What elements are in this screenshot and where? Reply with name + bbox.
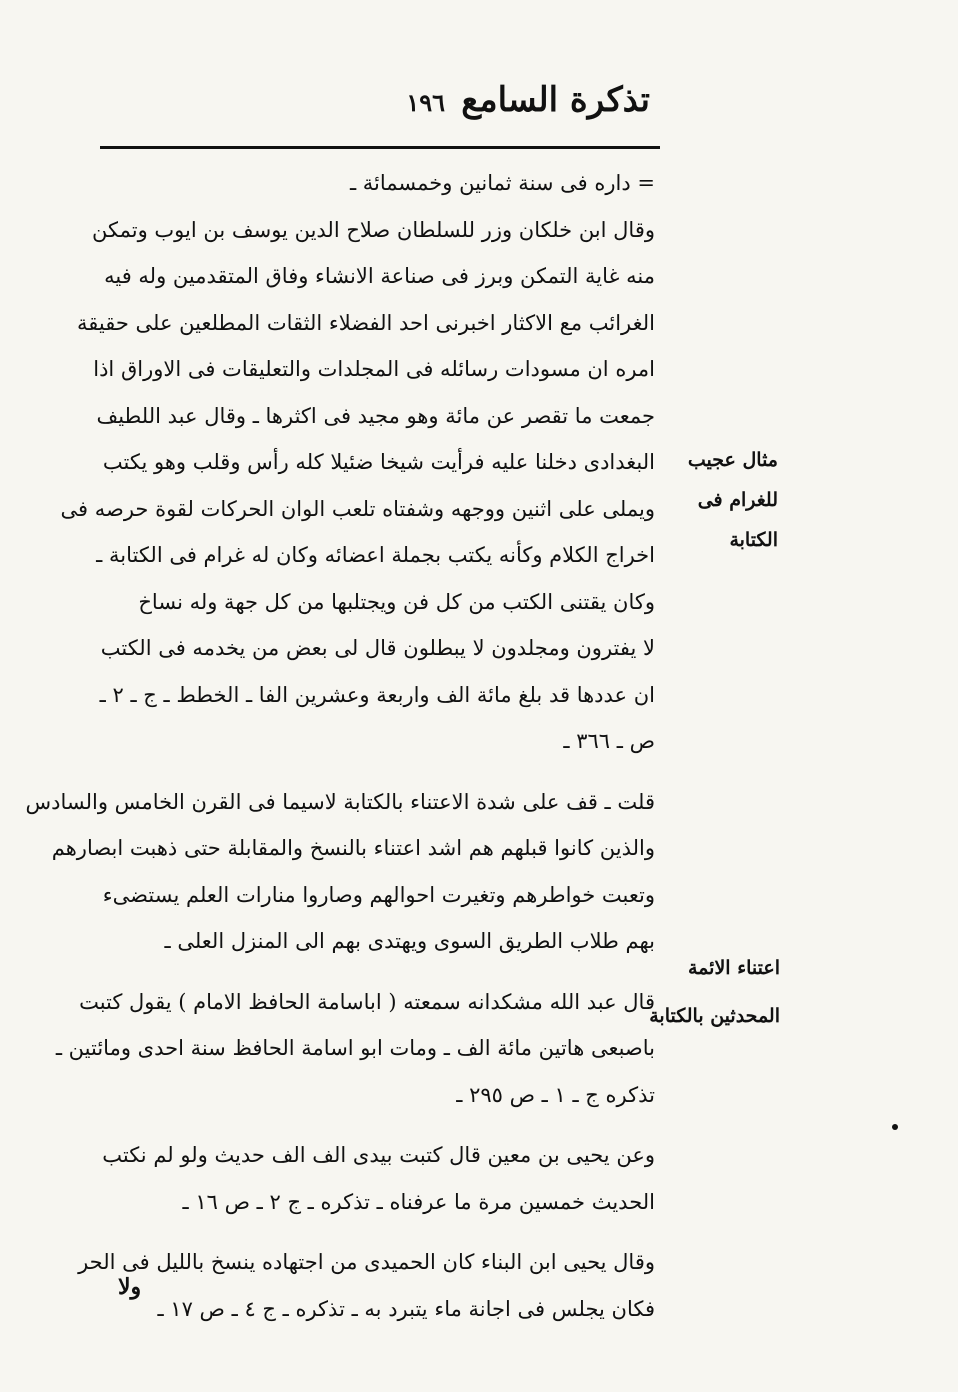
text-line: لا يفترون ومجلدون لا يبطلون قال لى بعض من يخدمه فى الكتب (100, 636, 655, 660)
header-rule (100, 146, 660, 149)
catchword: ولا (118, 1274, 142, 1300)
text-line: وتعبت خواطرهم وتغيرت احوالهم وصاروا منارات العلم يستضىء (102, 882, 655, 907)
text-line: جمعت ما تقصر عن مائة وهو مجيد فى اكثرها ـ وقال عبد اللطيف (96, 403, 655, 428)
text-line: امره ان مسودات رسائله فى المجلدات والتعليقات فى الاوراق اذا (93, 357, 655, 381)
ink-dot (892, 1124, 898, 1130)
margin-note-line: الكتابة (729, 529, 778, 551)
body-text (25, 160, 655, 1332)
margin-note-imams (648, 944, 780, 1040)
text-line: قال عبد الله مشكدانه سمعته ( اباسامة الحافظ الامام ) يقول كتبت (79, 989, 655, 1014)
margin-note-line: مثال عجيب (687, 449, 778, 471)
text-line: وقال يحيى ابن البناء كان الحميدى من اجتهاده ينسخ بالليل فى الحر (78, 1250, 655, 1274)
text-line: الغرائب مع الاكثار اخبرنى احد الفضلاء الثقات المطلعين على حقيقة (76, 310, 655, 335)
text-line: الحديث خمسين مرة ما عرفناه ـ تذكره ـ ج ٢ ـ ص ١٦ ـ (182, 1189, 655, 1214)
text-line: بهم طلاب الطريق السوى ويهتدى بهم الى المنزل العلى ـ (164, 929, 655, 953)
page-header (100, 80, 660, 140)
text-line: اخراج الكلام وكأنه يكتب بجملة اعضائه وكان له غرام فى الكتابة ـ (96, 543, 655, 567)
text-line: = داره فى سنة ثمانين وخمسمائة ـ (349, 171, 655, 195)
margin-note-line: المحدثين بالكتابة (649, 1005, 780, 1027)
text-line: تذكره ج ـ ١ ـ ص ٢٩٥ ـ (456, 1082, 655, 1107)
text-line: ويملى على اثنين ووجهه وشفتاه تلعب الوان الحركات لقوة حرصه فى (60, 496, 655, 521)
text-line: منه غاية التمكن وبرز فى صناعة الانشاء وفاق المتقدمين وله فيه (104, 264, 655, 288)
text-line: قلت ـ قف على شدة الاعتناء بالكتابة لاسيما فى القرن الخامس والسادس (25, 789, 655, 814)
page-number: ١٩٦ (406, 88, 445, 117)
margin-note-wonder (668, 440, 778, 560)
running-title: تذكرة السامع (461, 80, 650, 120)
text-line: ص ـ ٣٦٦ ـ (563, 729, 655, 753)
text-line: ان عددها قد بلغ مائة الف واربعة وعشرين الفا ـ الخطط ـ ج ـ ٢ ـ (99, 682, 655, 707)
text-line: وعن يحيى بن معين قال كتبت بيدى الف الف حديث ولو لم نكتب (102, 1143, 655, 1167)
text-line: فكان يجلس فى اجانة ماء يتبرد به ـ تذكره ـ ج ٤ ـ ص ١٧ ـ (157, 1296, 655, 1321)
text-line: والذين كانوا قبلهم هم اشد اعتناء بالنسخ والمقابلة حتى ذهبت ابصارهم (51, 836, 655, 860)
text-line: وقال ابن خلكان وزر للسلطان صلاح الدين يوسف بن ايوب وتمكن (92, 217, 655, 242)
margin-note-line: للغرام فى (697, 489, 778, 511)
margin-note-line: اعتناء الائمة (688, 957, 780, 979)
text-line: وكان يقتنى الكتب من كل فن ويجتلبها من كل جهة وله نساخ (138, 589, 655, 614)
text-line: البغدادى دخلنا عليه فرأيت شيخا ضئيلا كله رأس وقلب وهو يكتب (102, 450, 655, 474)
text-line: باصبعى هاتين مائة الف ـ ومات ابو اسامة الحافظ سنة احدى ومائتين ـ (55, 1036, 655, 1060)
